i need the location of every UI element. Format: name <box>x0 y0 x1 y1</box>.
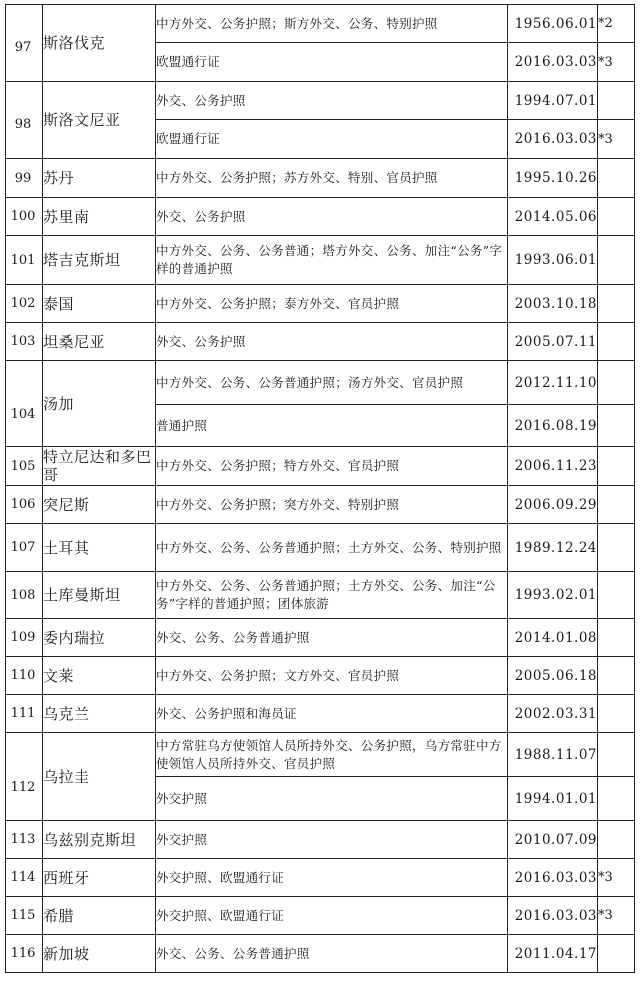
row-number-text: 107 <box>10 540 36 555</box>
passport-type: 外交、公务护照 <box>156 323 508 361</box>
passport-type: 中方外交、公务护照；斯方外交、公务、特别护照 <box>156 5 508 43</box>
row-number-text: 105 <box>10 458 36 474</box>
row-number <box>6 285 43 323</box>
effective-date: 1994.01.01 <box>508 777 598 821</box>
country-name: 苏丹 <box>43 159 156 198</box>
country-name: 坦桑尼亚 <box>43 323 156 361</box>
country-name: 汤加 <box>43 361 156 447</box>
row-number <box>6 619 43 657</box>
row-number <box>6 5 43 82</box>
table-row <box>6 935 635 973</box>
effective-date: 2002.03.31 <box>508 695 598 733</box>
country-name: 希腊 <box>43 897 156 935</box>
table-body <box>6 5 635 973</box>
passport-type: 中方外交、公务护照；突方外交、特别护照 <box>156 486 508 524</box>
effective-date: 1989.12.24 <box>508 524 598 572</box>
effective-date: 2010.07.09 <box>508 821 598 859</box>
row-number <box>6 657 43 695</box>
footnote-mark <box>598 935 635 973</box>
row-number <box>6 821 43 859</box>
footnote-mark <box>598 821 635 859</box>
footnote-mark <box>598 657 635 695</box>
passport-type: 外交、公务、公务普通护照 <box>156 619 508 657</box>
passport-type: 普通护照 <box>156 405 508 447</box>
country-name: 塔吉克斯坦 <box>43 236 156 285</box>
passport-type: 外交护照 <box>156 821 508 859</box>
country-name: 土耳其 <box>43 524 156 572</box>
row-number-text: 109 <box>10 630 36 645</box>
country-name: 苏里南 <box>43 198 156 236</box>
passport-type: 中方常驻乌方使领馆人员所持外交、公务护照，乌方常驻中方使领馆人员所持外交、官员护照 <box>156 733 508 777</box>
footnote-mark <box>598 361 635 405</box>
footnote-mark <box>598 405 635 447</box>
effective-date: 2016.03.03 <box>508 43 598 82</box>
passport-type: 中方外交、公务护照；文方外交、官员护照 <box>156 657 508 695</box>
passport-type: 中方外交、公务护照；泰方外交、官员护照 <box>156 285 508 323</box>
passport-type: 中方外交、公务、公务普通；塔方外交、公务、加注“公务”字样的普通护照 <box>156 236 508 285</box>
effective-date: 1995.10.26 <box>508 159 598 198</box>
footnote-mark <box>598 733 635 777</box>
passport-type: 外交护照 <box>156 777 508 821</box>
footnote-mark: *2 <box>598 5 635 43</box>
footnote-mark <box>598 82 635 120</box>
row-number-text: 100 <box>10 209 36 224</box>
table-row <box>6 486 635 524</box>
row-number-text: 116 <box>10 946 36 961</box>
row-number-text: 99 <box>14 170 32 186</box>
effective-date: 1994.07.01 <box>508 82 598 120</box>
table-row <box>6 859 635 897</box>
effective-date: 2014.01.08 <box>508 619 598 657</box>
country-name: 乌克兰 <box>43 695 156 733</box>
effective-date: 1993.02.01 <box>508 572 598 619</box>
table-row <box>6 733 635 777</box>
row-number-text: 101 <box>10 252 36 268</box>
row-number <box>6 159 43 198</box>
row-number <box>6 198 43 236</box>
effective-date: 1988.11.07 <box>508 733 598 777</box>
passport-type: 外交、公务护照 <box>156 198 508 236</box>
table-row <box>6 5 635 43</box>
footnote-mark <box>598 447 635 486</box>
passport-type: 欧盟通行证 <box>156 43 508 82</box>
row-number <box>6 361 43 447</box>
footnote-mark <box>598 486 635 524</box>
effective-date: 2016.03.03 <box>508 120 598 159</box>
table-row <box>6 236 635 285</box>
row-number-text: 104 <box>10 407 36 422</box>
passport-type: 外交护照、欧盟通行证 <box>156 859 508 897</box>
effective-date: 1956.06.01 <box>508 5 598 43</box>
footnote-mark <box>598 777 635 821</box>
footnote-mark <box>598 323 635 361</box>
effective-date: 1993.06.01 <box>508 236 598 285</box>
table-row <box>6 821 635 859</box>
row-number-text: 98 <box>14 116 32 132</box>
country-name: 斯洛伐克 <box>43 5 156 82</box>
table-row <box>6 695 635 733</box>
effective-date: 2005.07.11 <box>508 323 598 361</box>
footnote-mark <box>598 524 635 572</box>
row-number-text: 112 <box>10 780 36 795</box>
row-number <box>6 524 43 572</box>
row-number <box>6 733 43 821</box>
row-number <box>6 859 43 897</box>
effective-date: 2006.09.29 <box>508 486 598 524</box>
footnote-mark: *3 <box>598 43 635 82</box>
passport-type: 中方外交、公务、公务普通护照；土方外交、公务、加注“公务”字样的普通护照；团体旅游 <box>156 572 508 619</box>
country-name: 土库曼斯坦 <box>43 572 156 619</box>
footnote-mark <box>598 285 635 323</box>
table-row <box>6 198 635 236</box>
footnote-mark: *3 <box>598 120 635 159</box>
country-name: 新加坡 <box>43 935 156 973</box>
table-row <box>6 897 635 935</box>
row-number <box>6 82 43 159</box>
row-number-text: 110 <box>10 668 36 683</box>
table-row <box>6 159 635 198</box>
table-row <box>6 361 635 405</box>
country-name: 泰国 <box>43 285 156 323</box>
effective-date: 2014.05.06 <box>508 198 598 236</box>
table-row <box>6 285 635 323</box>
table-row <box>6 447 635 486</box>
row-number-text: 102 <box>10 296 36 311</box>
footnote-mark: *3 <box>598 897 635 935</box>
country-name: 文莱 <box>43 657 156 695</box>
row-number-text: 106 <box>10 497 36 512</box>
country-name: 乌拉圭 <box>43 733 156 821</box>
effective-date: 2005.06.18 <box>508 657 598 695</box>
row-number-text: 103 <box>10 334 36 349</box>
country-name: 突尼斯 <box>43 486 156 524</box>
passport-type: 外交护照、欧盟通行证 <box>156 897 508 935</box>
table-row <box>6 572 635 619</box>
row-number-text: 114 <box>10 870 36 885</box>
country-name: 特立尼达和多巴哥 <box>43 447 156 486</box>
row-number-text: 111 <box>10 706 36 721</box>
effective-date: 2006.11.23 <box>508 447 598 486</box>
effective-date: 2016.03.03 <box>508 897 598 935</box>
table-row <box>6 657 635 695</box>
effective-date: 2003.10.18 <box>508 285 598 323</box>
row-number <box>6 572 43 619</box>
passport-type: 中方外交、公务、公务普通护照；汤方外交、官员护照 <box>156 361 508 405</box>
passport-type: 外交、公务护照和海员证 <box>156 695 508 733</box>
footnote-mark <box>598 572 635 619</box>
footnote-mark <box>598 159 635 198</box>
row-number <box>6 935 43 973</box>
row-number-text: 113 <box>10 832 36 847</box>
effective-date: 2016.08.19 <box>508 405 598 447</box>
footnote-mark <box>598 198 635 236</box>
passport-type: 欧盟通行证 <box>156 120 508 159</box>
footnote-mark <box>598 695 635 733</box>
table-row <box>6 524 635 572</box>
passport-type: 外交、公务护照 <box>156 82 508 120</box>
effective-date: 2016.03.03 <box>508 859 598 897</box>
row-number <box>6 323 43 361</box>
country-name: 委内瑞拉 <box>43 619 156 657</box>
passport-type: 外交、公务、公务普通护照 <box>156 935 508 973</box>
visa-exemption-table <box>5 4 635 973</box>
row-number-text: 108 <box>10 587 36 603</box>
table-row <box>6 323 635 361</box>
row-number <box>6 486 43 524</box>
row-number-text: 97 <box>14 39 32 55</box>
footnote-mark <box>598 236 635 285</box>
row-number <box>6 447 43 486</box>
footnote-mark <box>598 619 635 657</box>
table-row <box>6 619 635 657</box>
country-name: 西班牙 <box>43 859 156 897</box>
row-number <box>6 236 43 285</box>
footnote-mark: *3 <box>598 859 635 897</box>
effective-date: 2011.04.17 <box>508 935 598 973</box>
country-name: 斯洛文尼亚 <box>43 82 156 159</box>
passport-type: 中方外交、公务护照；苏方外交、特别、官员护照 <box>156 159 508 198</box>
row-number <box>6 695 43 733</box>
row-number-text: 115 <box>10 908 36 923</box>
row-number <box>6 897 43 935</box>
passport-type: 中方外交、公务、公务普通护照；土方外交、公务、特别护照 <box>156 524 508 572</box>
table-row <box>6 82 635 120</box>
passport-type: 中方外交、公务护照；特方外交、官员护照 <box>156 447 508 486</box>
country-name: 乌兹别克斯坦 <box>43 821 156 859</box>
effective-date: 2012.11.10 <box>508 361 598 405</box>
